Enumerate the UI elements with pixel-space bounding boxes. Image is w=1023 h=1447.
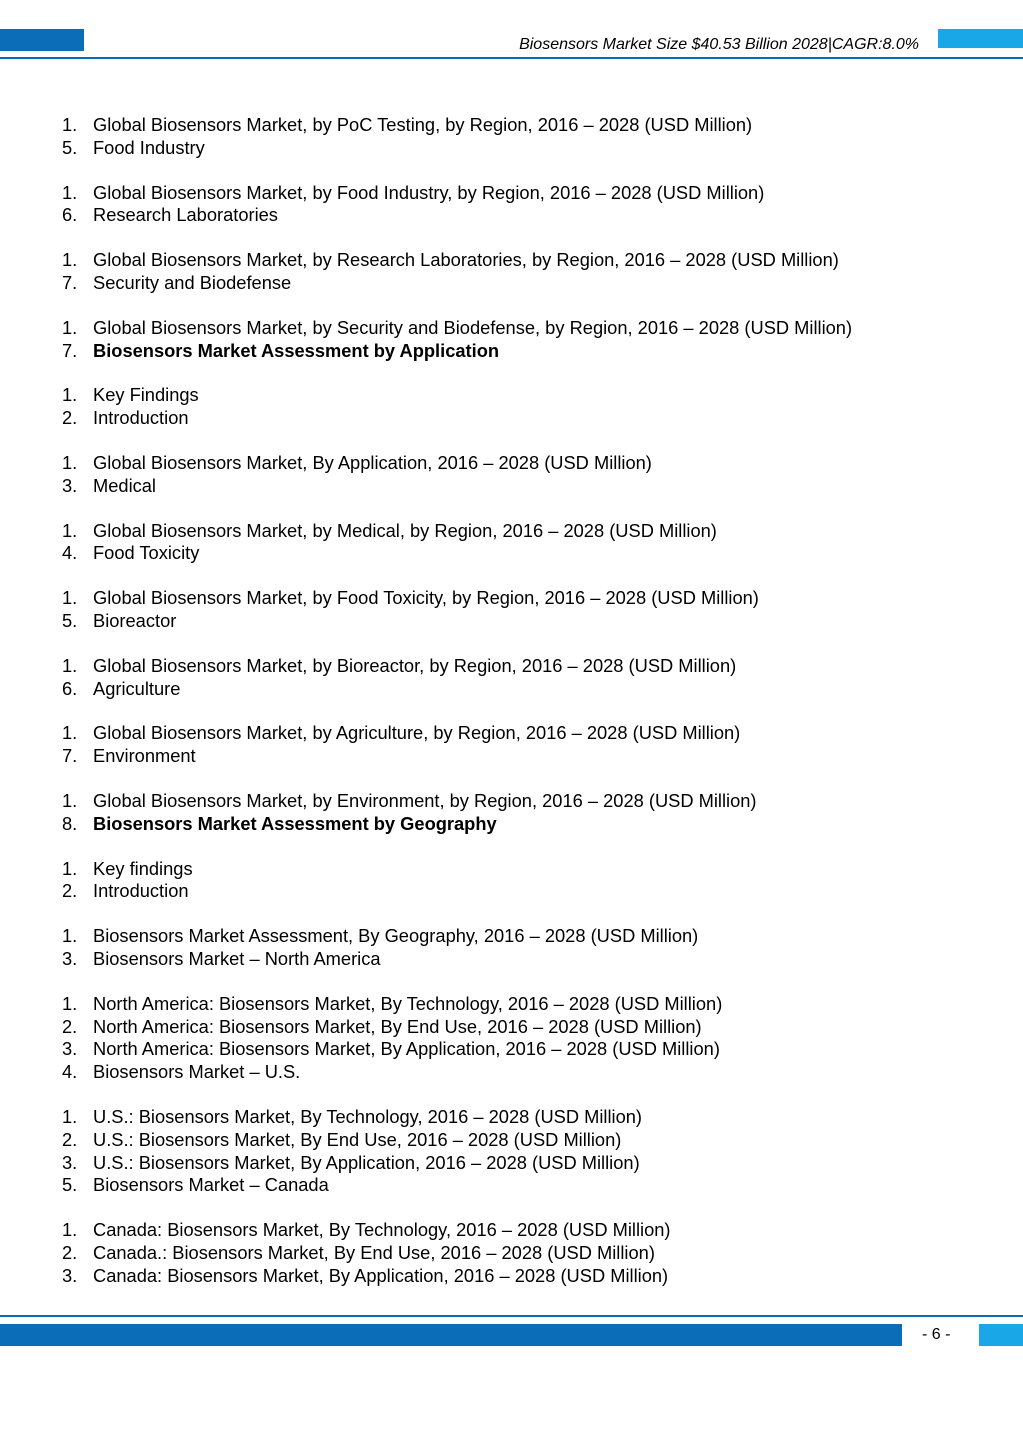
list-item-number: 1.	[62, 114, 78, 135]
list-item-text: Canada: Biosensors Market, By Application, 2016 – 2028 (USD Million)	[93, 1264, 669, 1286]
list-item	[0, 722, 1023, 745]
list-item-text: Bioreactor	[93, 609, 177, 631]
list-item-text: Global Biosensors Market, by Environment, by Region, 2016 – 2028 (USD Million)	[93, 789, 757, 811]
list-item-number: 1.	[62, 925, 78, 947]
list-item-text: Global Biosensors Market, by PoC Testing, by Region, 2016 – 2028 (USD Million)	[93, 114, 753, 135]
list-item-text: Global Biosensors Market, by Bioreactor, by Region, 2016 – 2028 (USD Million)	[93, 654, 737, 676]
list-item-number: 7.	[62, 745, 78, 767]
header-accent-block-left	[0, 29, 84, 51]
list-item	[0, 1265, 1023, 1288]
table-of-contents-list	[0, 114, 1023, 1309]
list-item-number: 1.	[62, 587, 78, 609]
list-group	[0, 655, 1023, 701]
list-item-number: 1.	[62, 1219, 78, 1241]
list-item-number: 1.	[62, 857, 78, 879]
list-item	[0, 1129, 1023, 1152]
list-item-number: 3.	[62, 474, 78, 496]
list-item	[0, 475, 1023, 498]
list-item-text: Introduction	[93, 880, 189, 902]
list-item-number: 4.	[62, 542, 78, 564]
list-item-text: Environment	[93, 745, 196, 767]
list-item-text: Global Biosensors Market, by Medical, by Region, 2016 – 2028 (USD Million)	[93, 519, 717, 541]
list-group	[0, 249, 1023, 295]
list-item-number: 3.	[62, 1151, 78, 1173]
list-group	[0, 858, 1023, 904]
list-item-number: 5.	[62, 609, 78, 631]
list-item	[0, 1242, 1023, 1265]
list-item-text: U.S.: Biosensors Market, By Application, 2016 – 2028 (USD Million)	[93, 1151, 640, 1173]
list-item-number: 3.	[62, 947, 78, 969]
list-item-number: 6.	[62, 677, 78, 699]
list-item-text: North America: Biosensors Market, By Application, 2016 – 2028 (USD Million)	[93, 1038, 720, 1060]
list-item-text: North America: Biosensors Market, By Technology, 2016 – 2028 (USD Million)	[93, 992, 723, 1014]
list-item-number: 5.	[62, 136, 78, 158]
list-group	[0, 452, 1023, 498]
list-item-text: U.S.: Biosensors Market, By Technology, 2016 – 2028 (USD Million)	[93, 1105, 643, 1127]
list-group	[0, 1219, 1023, 1287]
header-accent-block-right	[938, 29, 1023, 48]
list-item-text: Agriculture	[93, 677, 181, 699]
list-item	[0, 114, 1023, 137]
list-item	[0, 317, 1023, 340]
list-item-number: 2.	[62, 1015, 78, 1037]
list-item	[0, 1038, 1023, 1061]
list-item-number: 1.	[62, 722, 78, 744]
list-item	[0, 520, 1023, 543]
list-item	[0, 790, 1023, 813]
list-item-text: U.S.: Biosensors Market, By End Use, 2016 – 2028 (USD Million)	[93, 1128, 622, 1150]
list-item	[0, 745, 1023, 768]
list-item-number: 7.	[62, 271, 78, 293]
page-number: - 6 -	[922, 1326, 951, 1343]
list-group	[0, 114, 1023, 160]
list-item	[0, 384, 1023, 407]
list-group	[0, 925, 1023, 971]
footer-rule	[0, 1315, 1023, 1317]
list-item	[0, 1106, 1023, 1129]
list-item	[0, 1152, 1023, 1175]
list-item	[0, 858, 1023, 881]
list-group	[0, 1106, 1023, 1197]
section-heading	[0, 813, 1023, 836]
list-item-text: Global Biosensors Market, by Food Toxicity, by Region, 2016 – 2028 (USD Million)	[93, 587, 759, 609]
list-item-text: Key findings	[93, 857, 193, 879]
list-item	[0, 542, 1023, 565]
list-item-number: 1.	[62, 316, 78, 338]
list-item-number: 1.	[62, 519, 78, 541]
list-item-number: 1.	[62, 181, 78, 203]
list-item-number: 8.	[62, 812, 78, 834]
list-item-text: Biosensors Market Assessment by Geography	[93, 812, 497, 834]
list-item	[0, 182, 1023, 205]
list-item-number: 2.	[62, 880, 78, 902]
list-item-number: 1.	[62, 1105, 78, 1127]
list-item	[0, 204, 1023, 227]
list-item-number: 1.	[62, 249, 78, 271]
list-group	[0, 993, 1023, 1084]
list-group	[0, 520, 1023, 566]
list-item-text: Food Toxicity	[93, 542, 200, 564]
list-group	[0, 317, 1023, 363]
list-item	[0, 678, 1023, 701]
list-item-text: Biosensors Market – U.S.	[93, 1061, 301, 1083]
list-item-number: 6.	[62, 204, 78, 226]
list-item	[0, 587, 1023, 610]
list-item	[0, 1061, 1023, 1084]
list-item-text: Global Biosensors Market, by Security and Biodefense, by Region, 2016 – 2028 (USD Million)	[93, 316, 853, 338]
list-item-number: 1.	[62, 992, 78, 1014]
list-item-number: 3.	[62, 1038, 78, 1060]
list-item-text: Global Biosensors Market, by Food Industry, by Region, 2016 – 2028 (USD Million)	[93, 181, 765, 203]
list-item	[0, 948, 1023, 971]
list-item	[0, 137, 1023, 160]
list-item	[0, 1219, 1023, 1242]
footer-accent-block-right	[979, 1324, 1023, 1346]
list-item-number: 2.	[62, 1241, 78, 1263]
list-item-text: Global Biosensors Market, By Application, 2016 – 2028 (USD Million)	[93, 451, 652, 473]
list-item-text: Canada: Biosensors Market, By Technology, 2016 – 2028 (USD Million)	[93, 1219, 671, 1241]
list-item-text: Introduction	[93, 407, 189, 429]
list-item-text: Biosensors Market – North America	[93, 947, 381, 969]
list-group	[0, 182, 1023, 228]
list-item-text: Key Findings	[93, 384, 199, 406]
list-item	[0, 452, 1023, 475]
list-item-text: Medical	[93, 474, 156, 496]
list-item-text: Food Industry	[93, 136, 205, 158]
list-item-number: 4.	[62, 1061, 78, 1083]
section-heading	[0, 340, 1023, 363]
footer-accent-bar	[0, 1324, 902, 1346]
list-item	[0, 655, 1023, 678]
list-item	[0, 1174, 1023, 1197]
list-item-number: 1.	[62, 789, 78, 811]
header-rule	[0, 57, 1023, 59]
list-item-text: Biosensors Market Assessment by Application	[93, 339, 500, 361]
list-item-text: Research Laboratories	[93, 204, 278, 226]
list-group	[0, 722, 1023, 768]
list-item-text: North America: Biosensors Market, By End Use, 2016 – 2028 (USD Million)	[93, 1015, 702, 1037]
list-item-text: Canada.: Biosensors Market, By End Use, 2016 – 2028 (USD Million)	[93, 1241, 655, 1263]
list-group	[0, 790, 1023, 836]
list-item-number: 2.	[62, 1128, 78, 1150]
list-item-number: 1.	[62, 451, 78, 473]
list-item	[0, 610, 1023, 633]
list-item-text: Global Biosensors Market, by Agriculture, by Region, 2016 – 2028 (USD Million)	[93, 722, 741, 744]
list-item-text: Security and Biodefense	[93, 271, 292, 293]
list-group	[0, 384, 1023, 430]
list-item-number: 7.	[62, 339, 78, 361]
list-item-number: 1.	[62, 384, 78, 406]
list-item	[0, 407, 1023, 430]
list-item	[0, 1016, 1023, 1039]
list-item-number: 5.	[62, 1174, 78, 1196]
list-item	[0, 272, 1023, 295]
list-item-number: 2.	[62, 407, 78, 429]
list-group	[0, 587, 1023, 633]
list-item-text: Global Biosensors Market, by Research Laboratories, by Region, 2016 – 2028 (USD Million)	[93, 249, 839, 271]
list-item	[0, 880, 1023, 903]
list-item-number: 3.	[62, 1264, 78, 1286]
list-item-number: 1.	[62, 654, 78, 676]
header-title: Biosensors Market Size $40.53 Billion 2028|CAGR:8.0%	[519, 36, 919, 53]
list-item	[0, 249, 1023, 272]
list-item-text: Biosensors Market – Canada	[93, 1174, 329, 1196]
list-item	[0, 925, 1023, 948]
list-item	[0, 993, 1023, 1016]
list-item-text: Biosensors Market Assessment, By Geography, 2016 – 2028 (USD Million)	[93, 925, 699, 947]
